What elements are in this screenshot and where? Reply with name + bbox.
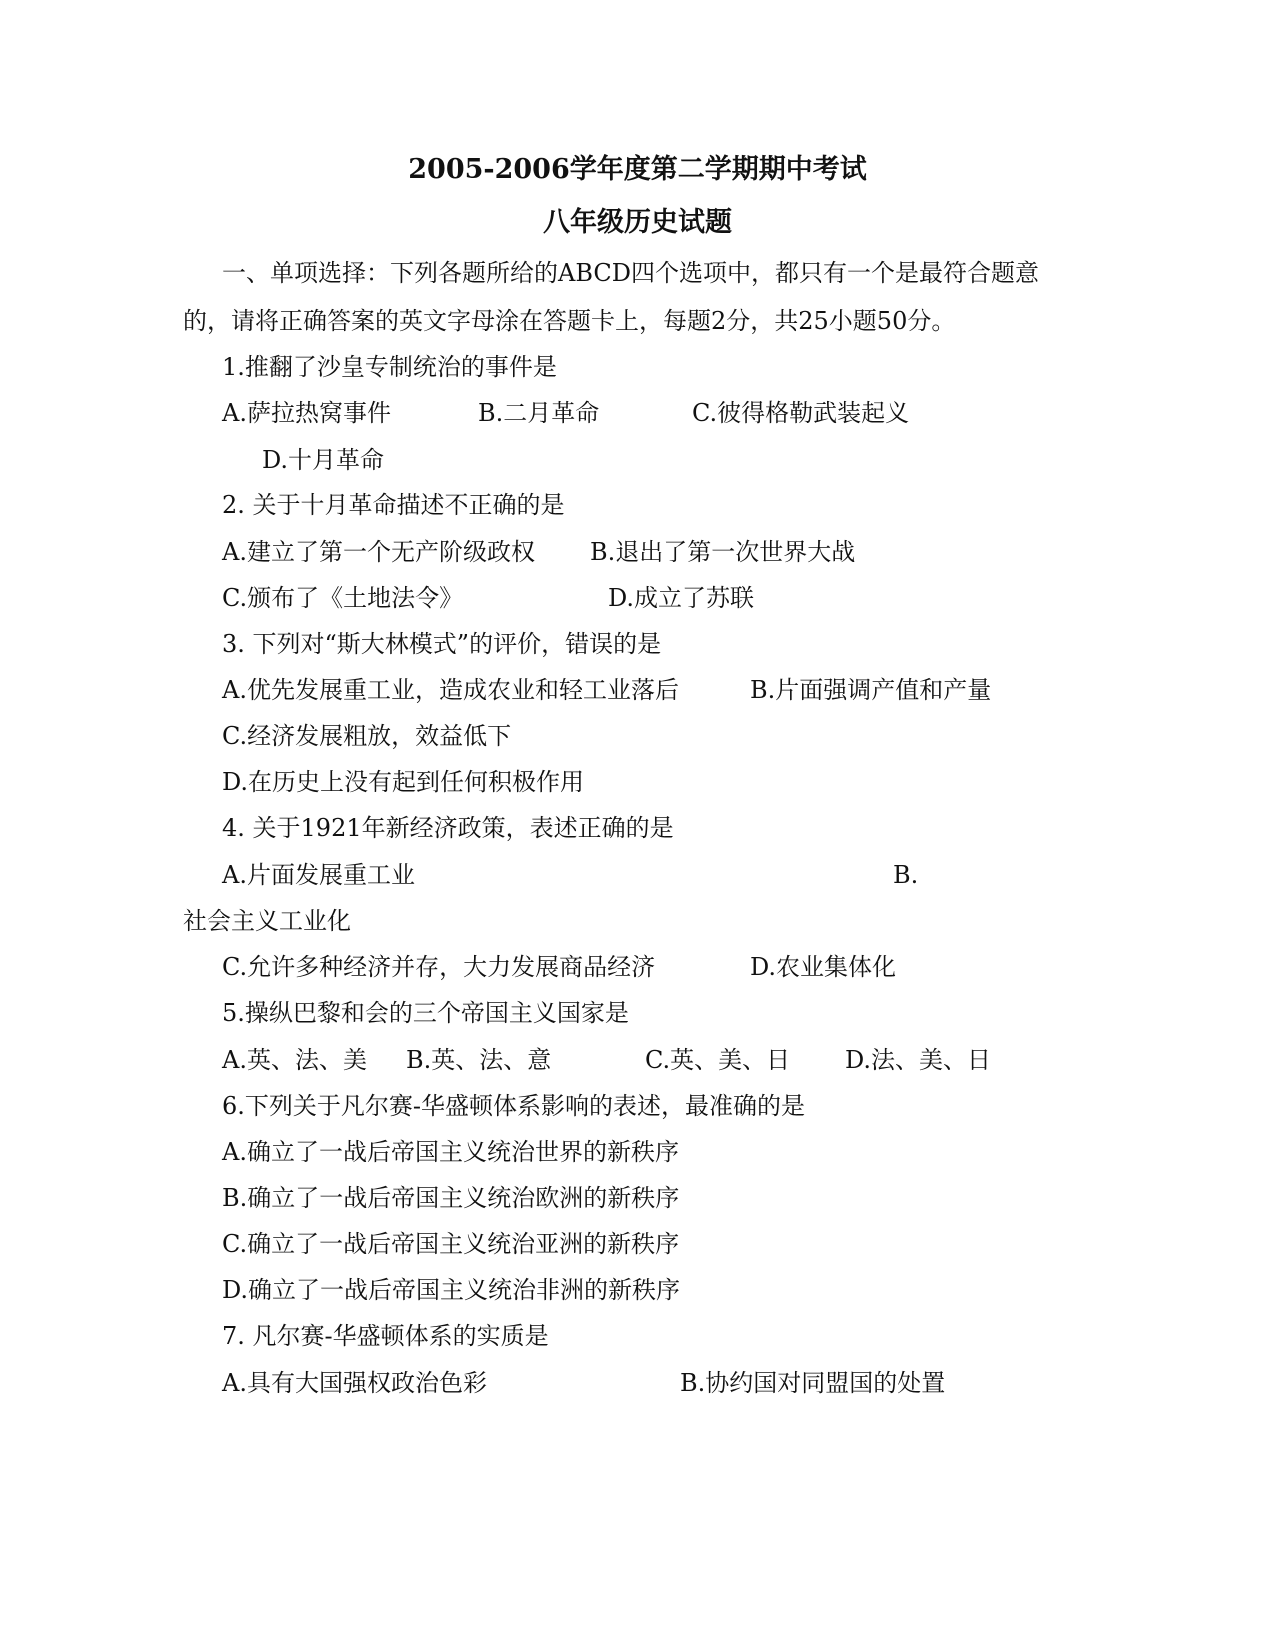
question-7-option-a: A.具有大国强权政治色彩 <box>222 1369 487 1397</box>
question-1-option-d: D.十月革命 <box>262 446 385 474</box>
question-1-option-b: B.二月革命 <box>478 399 600 427</box>
question-2-option-d: D.成立了苏联 <box>608 584 755 612</box>
question-5-option-c: C.英、美、日 <box>645 1046 791 1074</box>
question-4-option-d: D.农业集体化 <box>750 953 897 981</box>
question-3-stem: 3. 下列对“斯大林模式”的评价，错误的是 <box>222 630 662 658</box>
question-3-option-b: B.片面强调产值和产量 <box>750 676 992 704</box>
question-6-stem: 6.下列关于凡尔赛-华盛顿体系影响的表述，最准确的是 <box>222 1092 806 1120</box>
question-6-option-a: A.确立了一战后帝国主义统治世界的新秩序 <box>222 1138 679 1166</box>
question-5-option-a: A.英、法、美 <box>222 1046 367 1074</box>
question-1-stem: 1.推翻了沙皇专制统治的事件是 <box>222 353 557 381</box>
question-2-option-c: C.颁布了《土地法令》 <box>222 584 464 612</box>
question-1-option-c: C.彼得格勒武装起义 <box>692 399 910 427</box>
question-4-option-c: C.允许多种经济并存，大力发展商品经济 <box>222 953 656 981</box>
question-4-option-b-text: 社会主义工业化 <box>183 907 351 935</box>
section-instruction-line-2: 的，请将正确答案的英文字母涂在答题卡上，每题2分，共25小题50分。 <box>183 307 956 335</box>
question-6-option-d: D.确立了一战后帝国主义统治非洲的新秩序 <box>222 1276 681 1304</box>
question-6-option-b: B.确立了一战后帝国主义统治欧洲的新秩序 <box>222 1184 680 1212</box>
question-7-option-b: B.协约国对同盟国的处置 <box>680 1369 946 1397</box>
question-1-option-a: A.萨拉热窝事件 <box>222 399 391 427</box>
question-2-option-b: B.退出了第一次世界大战 <box>590 538 856 566</box>
question-7-stem: 7. 凡尔赛-华盛顿体系的实质是 <box>222 1322 549 1350</box>
question-3-option-c: C.经济发展粗放，效益低下 <box>222 722 512 750</box>
question-5-option-d: D.法、美、日 <box>845 1046 992 1074</box>
question-3-option-d: D.在历史上没有起到任何积极作用 <box>222 768 585 796</box>
question-4-stem: 4. 关于1921年新经济政策，表述正确的是 <box>222 814 674 842</box>
question-2-stem: 2. 关于十月革命描述不正确的是 <box>222 491 565 519</box>
question-3-option-a: A.优先发展重工业，造成农业和轻工业落后 <box>222 676 679 704</box>
question-2-option-a: A.建立了第一个无产阶级政权 <box>222 538 535 566</box>
exam-title: 2005-2006学年度第二学期期中考试 <box>408 154 867 185</box>
question-6-option-c: C.确立了一战后帝国主义统治亚洲的新秩序 <box>222 1230 680 1258</box>
exam-subtitle: 八年级历史试题 <box>543 207 732 238</box>
question-4-option-b-label: B. <box>893 861 919 889</box>
question-4-option-a: A.片面发展重工业 <box>222 861 415 889</box>
question-5-stem: 5.操纵巴黎和会的三个帝国主义国家是 <box>222 999 629 1027</box>
question-5-option-b: B.英、法、意 <box>406 1046 552 1074</box>
section-instruction-line-1: 一、单项选择：下列各题所给的ABCD四个选项中，都只有一个是最符合题意 <box>222 259 1040 287</box>
